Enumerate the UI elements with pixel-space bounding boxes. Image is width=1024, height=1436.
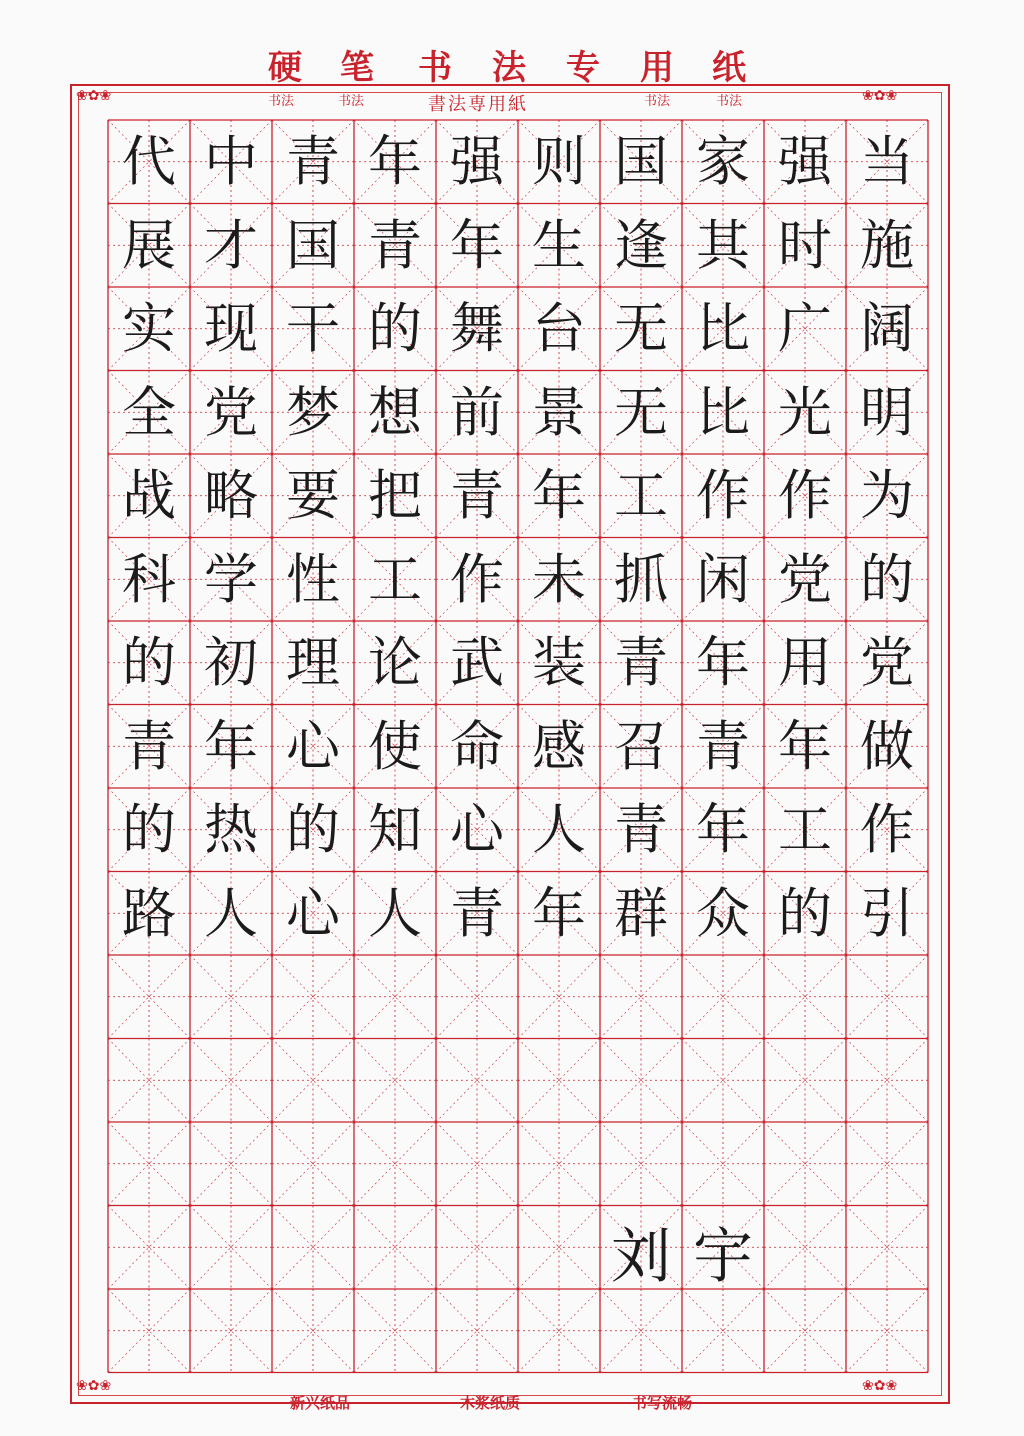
handwritten-character: 工 — [368, 547, 422, 611]
handwritten-character: 战 — [122, 464, 176, 527]
handwritten-character: 武 — [450, 631, 504, 694]
floral-corner-ornament: ❀✿❀ — [76, 1378, 112, 1394]
handwritten-character: 人 — [368, 881, 422, 945]
handwritten-character: 强 — [450, 130, 504, 193]
handwritten-character: 未 — [532, 547, 586, 611]
handwritten-character: 年 — [696, 798, 750, 861]
header-right-label: 书法 — [716, 94, 743, 109]
handwritten-character: 的 — [860, 547, 914, 611]
handwritten-character: 舞 — [450, 297, 504, 360]
footer-label: 书写流畅 — [632, 1394, 693, 1412]
handwritten-character: 全 — [122, 380, 176, 444]
header-left-label: 书法 — [268, 94, 295, 109]
handwritten-character: 为 — [860, 464, 914, 527]
handwritten-character: 工 — [778, 798, 832, 861]
handwritten-character: 中 — [204, 130, 258, 193]
handwritten-character: 强 — [778, 130, 832, 193]
footer-label: 木浆纸质 — [460, 1394, 521, 1412]
title-char: 专 — [566, 48, 600, 88]
handwritten-character: 作 — [696, 464, 750, 527]
handwritten-character: 知 — [368, 798, 422, 861]
handwritten-character: 想 — [368, 380, 422, 444]
handwritten-character: 比 — [696, 380, 750, 444]
handwritten-character: 理 — [286, 631, 340, 694]
handwritten-character: 逢 — [614, 213, 668, 277]
handwritten-character: 前 — [450, 380, 504, 444]
floral-corner-ornament: ❀✿❀ — [76, 88, 112, 104]
handwritten-character: 人 — [532, 798, 586, 861]
handwritten-character: 论 — [368, 631, 422, 694]
handwritten-character: 年 — [450, 213, 504, 277]
title-char: 书 — [418, 48, 452, 88]
handwritten-character: 用 — [778, 631, 832, 694]
handwritten-character: 青 — [696, 714, 750, 778]
handwritten-character: 党 — [860, 631, 914, 694]
handwritten-character: 心 — [450, 798, 504, 861]
footer-label: 新兴纸品 — [290, 1394, 351, 1412]
handwritten-character: 光 — [778, 380, 832, 444]
handwritten-character: 作 — [450, 547, 504, 611]
handwritten-character: 生 — [532, 213, 586, 277]
handwritten-character: 感 — [532, 714, 586, 778]
handwritten-character: 施 — [860, 213, 914, 277]
floral-corner-ornament: ❀✿❀ — [862, 1378, 898, 1394]
handwritten-character: 青 — [286, 130, 340, 193]
handwritten-character: 的 — [368, 297, 422, 360]
header-left-label: 书法 — [338, 94, 365, 109]
handwritten-character: 其 — [696, 213, 750, 277]
title-char: 纸 — [712, 48, 746, 88]
footer-labels — [0, 1392, 1024, 1416]
handwritten-character: 年 — [532, 464, 586, 527]
handwritten-character: 梦 — [286, 380, 340, 444]
handwritten-character: 党 — [204, 380, 258, 444]
handwritten-character: 科 — [122, 547, 176, 611]
handwritten-character: 引 — [860, 881, 914, 945]
handwritten-character: 台 — [532, 297, 586, 360]
handwritten-character: 青 — [450, 881, 504, 945]
handwritten-character: 才 — [204, 213, 258, 277]
floral-corner-ornament: ❀✿❀ — [862, 88, 898, 104]
handwritten-character: 国 — [286, 213, 340, 277]
handwritten-character: 的 — [122, 798, 176, 861]
handwritten-character: 则 — [532, 130, 586, 193]
handwritten-character: 的 — [286, 798, 340, 861]
handwritten-character: 众 — [696, 881, 750, 945]
handwritten-character: 现 — [204, 297, 258, 360]
handwritten-character: 使 — [368, 714, 422, 778]
handwritten-character: 学 — [204, 547, 258, 611]
handwritten-character: 心 — [286, 714, 340, 778]
handwritten-character: 比 — [696, 297, 750, 360]
title-char: 笔 — [340, 48, 374, 88]
handwritten-character: 初 — [204, 631, 258, 694]
handwritten-character: 作 — [778, 464, 832, 527]
handwritten-character: 家 — [696, 130, 750, 193]
handwritten-character: 年 — [532, 881, 586, 945]
handwritten-character: 略 — [204, 464, 258, 527]
handwritten-character: 当 — [860, 130, 914, 193]
handwritten-character: 要 — [286, 464, 340, 527]
handwritten-character: 工 — [614, 464, 668, 527]
handwritten-character: 实 — [122, 297, 176, 360]
handwritten-character: 人 — [204, 881, 258, 945]
handwritten-character: 热 — [204, 798, 258, 861]
header-center-label: 書法専用紙 — [428, 94, 528, 115]
handwritten-character: 青 — [368, 213, 422, 277]
handwritten-character: 阔 — [860, 297, 914, 360]
handwritten-character: 青 — [122, 714, 176, 778]
handwritten-character: 作 — [860, 798, 914, 861]
handwritten-character: 代 — [122, 130, 176, 193]
handwritten-character: 景 — [532, 380, 586, 444]
handwritten-character: 年 — [368, 130, 422, 193]
handwritten-character: 时 — [778, 213, 832, 277]
handwritten-character: 年 — [204, 714, 258, 778]
title-char: 用 — [640, 48, 674, 88]
handwritten-character: 做 — [860, 714, 914, 778]
title-char: 硬 — [268, 48, 302, 88]
header-right-label: 书法 — [644, 94, 671, 109]
handwritten-character: 的 — [778, 881, 832, 945]
handwritten-character: 的 — [122, 631, 176, 694]
handwritten-character: 青 — [614, 798, 668, 861]
signature-character: 刘 — [611, 1221, 671, 1292]
handwritten-character: 年 — [696, 631, 750, 694]
handwritten-character: 把 — [368, 464, 422, 527]
handwritten-character: 展 — [122, 213, 176, 277]
handwritten-character: 心 — [286, 881, 340, 945]
handwritten-character: 召 — [614, 714, 668, 778]
handwritten-character: 装 — [532, 631, 586, 694]
handwritten-character: 干 — [286, 297, 340, 360]
handwritten-character: 闲 — [696, 547, 750, 611]
handwritten-character: 明 — [860, 380, 914, 444]
handwritten-character: 路 — [122, 881, 176, 945]
handwritten-character: 抓 — [614, 547, 668, 611]
handwritten-character: 群 — [614, 881, 668, 945]
handwritten-character: 无 — [614, 380, 668, 444]
handwritten-character: 青 — [614, 631, 668, 694]
handwritten-character: 党 — [778, 547, 832, 611]
signature-character: 宇 — [693, 1221, 753, 1292]
handwritten-character: 青 — [450, 464, 504, 527]
title-char: 法 — [492, 48, 526, 88]
handwritten-character: 命 — [450, 714, 504, 778]
handwritten-character: 无 — [614, 297, 668, 360]
handwritten-character: 性 — [286, 547, 340, 611]
handwritten-character: 年 — [778, 714, 832, 778]
handwritten-character: 广 — [778, 297, 832, 360]
handwritten-character: 国 — [614, 130, 668, 193]
